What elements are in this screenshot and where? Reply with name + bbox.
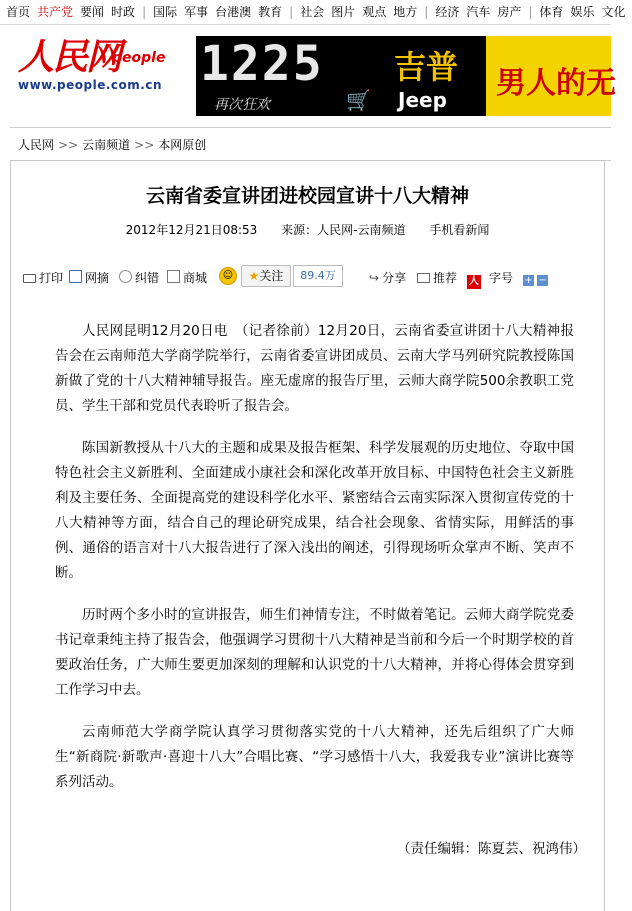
banner-brand-en: Jeep bbox=[398, 88, 447, 112]
mall-label: 商城 bbox=[183, 271, 208, 285]
article-date: 2012年12月21日08:53 bbox=[125, 223, 258, 237]
wangzhai-label: 网摘 bbox=[85, 271, 110, 285]
banner-number: 1225 bbox=[200, 36, 324, 92]
follow-label: 关注 bbox=[259, 269, 284, 283]
nav-link[interactable]: 地方 bbox=[393, 5, 418, 19]
logo-url: www.people.com.cn bbox=[18, 78, 162, 92]
nav-link[interactable]: 体育 bbox=[539, 5, 564, 19]
nav-separator: | bbox=[142, 5, 147, 19]
renmin-icon: 人 bbox=[469, 276, 479, 287]
article-paragraph: 陈国新教授从十八大的主题和成果及报告框架、科学发展观的历史地位、夺取中国特色社会主义新胜利、全面建成小康社会和深化改革开放目标、中国特色社会主义新胜利及主要任务、全面提高党的建设科学化水平、紧密结合云南实际深入贯彻宣传党的十八大精神等方面，结合自己的理论研究成果，结合社会现象、省情实际，用鲜活的事例、通俗的语言对十八大报告进行了深入浅出的阐述，引得现场听众掌声不断、笑声不断。 bbox=[55, 440, 574, 581]
follow-button[interactable] bbox=[241, 265, 291, 287]
share-button[interactable] bbox=[369, 269, 406, 286]
bookmark-icon bbox=[69, 270, 82, 283]
share-icon: ↪ bbox=[369, 271, 380, 285]
nav-link[interactable]: 时政 bbox=[111, 5, 136, 19]
banner-slogan-box bbox=[486, 36, 616, 116]
breadcrumb-item-channel[interactable]: 云南频道 bbox=[82, 138, 131, 152]
nav-link[interactable]: 首页 bbox=[6, 5, 31, 19]
breadcrumb-item-original[interactable]: 本网原创 bbox=[158, 138, 207, 152]
article-toolbar bbox=[23, 265, 593, 289]
nav-link[interactable]: 娱乐 bbox=[570, 5, 595, 19]
site-logo[interactable] bbox=[18, 36, 178, 100]
nav-link[interactable]: 文化 bbox=[601, 5, 626, 19]
shopping-cart-icon: 🛒 bbox=[346, 88, 371, 112]
article-paragraph: 人民网昆明12月20日电 （记者徐前）12月20日，云南省委宣讲团十八大精神报告会在云南师范大学商学院举行，云南省委宣讲团成员、云南大学马列研究院教授陈国新做了党的十八大精神辅导报告。座无虚席的报告厅里，云师大商学院500余教职工党员、学生干部和党员代表聆听了报告会。 bbox=[55, 323, 574, 414]
breadcrumb-item-home[interactable]: 人民网 bbox=[18, 138, 55, 152]
nav-link[interactable]: 房产 bbox=[497, 5, 522, 19]
breadcrumb bbox=[10, 127, 611, 161]
top-nav bbox=[0, 0, 626, 25]
print-button[interactable] bbox=[23, 269, 63, 286]
article-title: 云南省委宣讲团进校园宣讲十八大精神 bbox=[145, 185, 469, 207]
nav-link[interactable]: 经济 bbox=[435, 5, 460, 19]
nav-link[interactable]: 图片 bbox=[331, 5, 356, 19]
banner-sub: 再次狂欢 bbox=[214, 97, 270, 113]
report-error-button[interactable] bbox=[119, 269, 159, 286]
article-body bbox=[55, 319, 574, 812]
font-size-control bbox=[467, 269, 548, 289]
logo-en: people bbox=[112, 50, 166, 66]
nav-link[interactable]: 要闻 bbox=[80, 5, 105, 19]
nav-link[interactable]: 军事 bbox=[184, 5, 209, 19]
nav-link[interactable]: 台港澳 bbox=[215, 5, 252, 19]
smiley-icon[interactable]: ☺ bbox=[219, 267, 237, 285]
font-increase-icon[interactable]: + bbox=[524, 275, 533, 286]
ad-banner[interactable] bbox=[196, 36, 616, 116]
logo-cn: 人民网 bbox=[18, 36, 121, 78]
print-label: 打印 bbox=[39, 271, 64, 285]
banner-slogan: 男人的无 bbox=[496, 66, 616, 101]
nav-separator: | bbox=[424, 5, 429, 19]
nav-link[interactable]: 教育 bbox=[258, 5, 283, 19]
breadcrumb-separator: >> bbox=[58, 138, 79, 152]
nav-link[interactable]: 国际 bbox=[153, 5, 178, 19]
recommend-button[interactable] bbox=[417, 269, 457, 286]
share-label: 分享 bbox=[382, 271, 407, 285]
nav-link[interactable]: 共产党 bbox=[37, 5, 74, 19]
recommend-label: 推荐 bbox=[433, 271, 458, 285]
nav-link[interactable]: 汽车 bbox=[466, 5, 491, 19]
breadcrumb-separator: >> bbox=[134, 138, 155, 152]
article-paragraph: 历时两个多小时的宣讲报告，师生们神情专注，不时做着笔记。云师大商学院党委书记章秉纯主持了报告会，他强调学习贯彻十八大精神是当前和今后一个时期学校的首要政治任务，广大师生要更加深刻的理解和认识党的十八大精神，并将心得体会贯穿到工作学习中去。 bbox=[55, 607, 574, 698]
star-icon: ★ bbox=[248, 269, 260, 283]
banner-brand-cn: 吉普 bbox=[394, 48, 459, 86]
mall-button[interactable] bbox=[167, 269, 207, 286]
article-container bbox=[10, 160, 605, 911]
error-icon bbox=[119, 270, 132, 283]
nav-link[interactable]: 观点 bbox=[362, 5, 387, 19]
article-source: 来源：人民网-云南频道 bbox=[281, 223, 406, 237]
nav-separator: | bbox=[528, 5, 533, 19]
mobile-news-link[interactable]: 手机看新闻 bbox=[429, 223, 490, 237]
font-size-label: 字号 bbox=[489, 271, 514, 285]
nav-separator: | bbox=[289, 5, 294, 19]
report-error-label: 纠错 bbox=[135, 271, 160, 285]
article-paragraph: 云南师范大学商学院认真学习贯彻落实党的十八大精神，还先后组织了广大师生“新商院·新歌声·喜迎十八大”合唱比赛、“学习感悟十八大，我爱我专业”演讲比赛等系列活动。 bbox=[55, 724, 574, 790]
mall-icon bbox=[167, 270, 180, 283]
top-nav-items bbox=[6, 0, 632, 24]
mail-icon bbox=[417, 273, 430, 283]
font-decrease-icon[interactable]: − bbox=[538, 275, 547, 286]
wangzhai-button[interactable] bbox=[69, 269, 109, 286]
printer-icon bbox=[23, 274, 36, 283]
article-meta bbox=[11, 221, 604, 238]
responsible-editor: （责任编辑：陈夏芸、祝鸿伟） bbox=[397, 841, 586, 857]
nav-link[interactable]: 社会 bbox=[300, 5, 325, 19]
follower-count: 89.4万 bbox=[293, 265, 343, 287]
